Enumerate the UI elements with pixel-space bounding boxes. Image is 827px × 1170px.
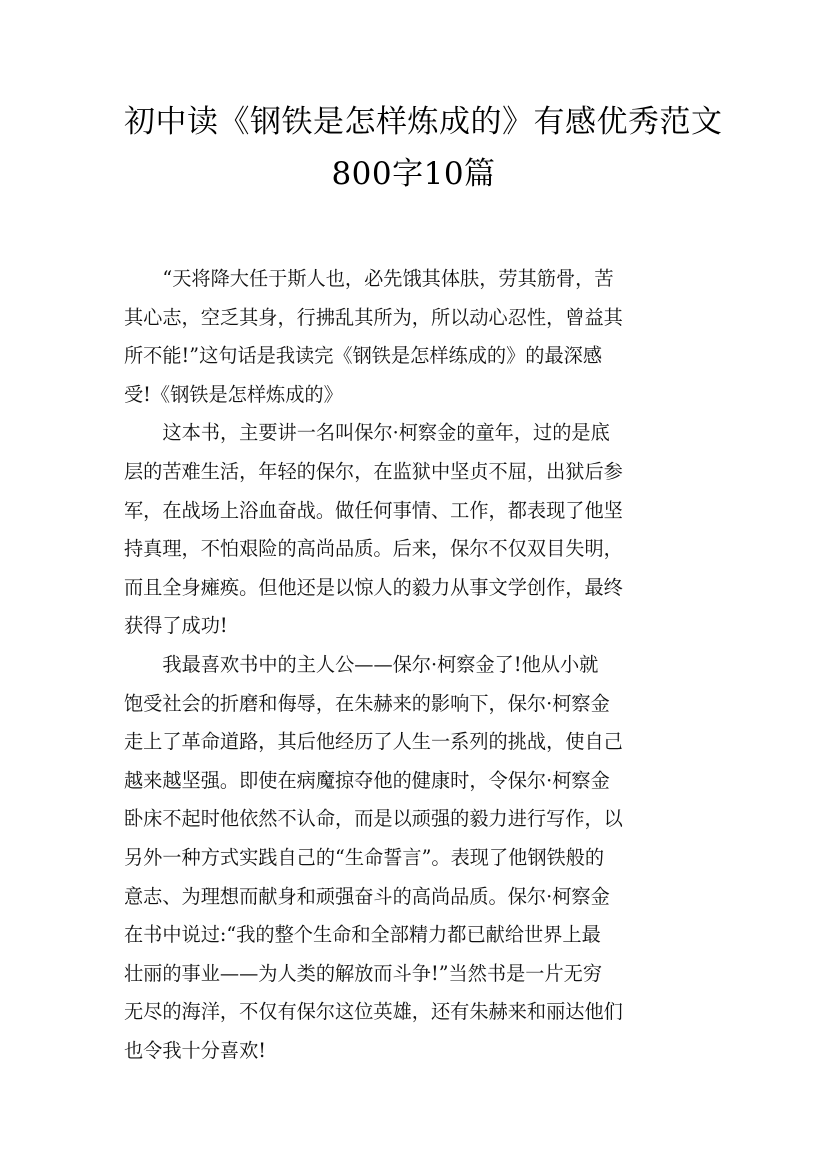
paragraph-line: 饱受社会的折磨和侮辱，在朱赫来的影响下，保尔·柯察金 [124,691,610,715]
paragraph-line: 我最喜欢书中的主人公——保尔·柯察金了!他从小就 [162,652,599,676]
paragraph-line: 而且全身瘫痪。但他还是以惊人的毅力从事文学创作，最终 [124,575,623,599]
document-body [124,260,703,1070]
document-title [124,96,723,200]
paragraph-line: 军，在战场上浴血奋战。做任何事情、工作，都表现了他坚 [124,498,623,522]
paragraph-line: 意志、为理想而献身和顽强奋斗的高尚品质。保尔·柯察金 [124,884,610,908]
paragraph-line: 越来越坚强。即使在病魔掠夺他的健康时，令保尔·柯察金 [124,768,610,792]
paragraph-line: 层的苦难生活，年轻的保尔，在监狱中坚贞不屈，出狱后参 [124,459,623,483]
paragraph-line: 卧床不起时他依然不认命，而是以顽强的毅力进行写作，以 [124,807,623,831]
paragraph-line: 也令我十分喜欢! [124,1038,267,1062]
paragraph-line: 获得了成功! [124,614,228,638]
paragraph [124,260,703,414]
paragraph-line: 受!《钢铁是怎样炼成的》 [124,382,343,406]
paragraph-line: “天将降大任于斯人也，必先饿其体肤，劳其筋骨，苦 [162,267,614,290]
paragraph [124,414,703,646]
paragraph-line: 走上了革命道路，其后他经历了人生一系列的挑战，使自己 [124,730,623,754]
paragraph-line: 这本书，主要讲一名叫保尔·柯察金的童年，过的是底 [162,421,610,445]
paragraph-line: 在书中说过:“我的整个生命和全部精力都已献给世界上最 [124,923,601,947]
paragraph [124,646,703,1071]
paragraph-line: 无尽的海洋，不仅有保尔这位英雄，还有朱赫来和丽达他们 [124,1000,623,1024]
title-line: 800字10篇 [331,156,496,192]
paragraph-line: 壮丽的事业——为人类的解放而斗争!”当然书是一片无穷 [124,961,603,985]
paragraph-line: 所不能!”这句话是我读完《钢铁是怎样练成的》的最深感 [124,344,603,368]
title-line: 初中读《钢铁是怎样炼成的》有感优秀范文 [124,104,723,140]
paragraph-line: 持真理，不怕艰险的高尚品质。后来，保尔不仅双目失明， [124,537,623,561]
paragraph-line: 其心志，空乏其身，行拂乱其所为，所以动心忍性，曾益其 [124,305,623,329]
paragraph-line: 另外一种方式实践自己的“生命誓言”。表现了他钢铁般的 [124,845,605,869]
